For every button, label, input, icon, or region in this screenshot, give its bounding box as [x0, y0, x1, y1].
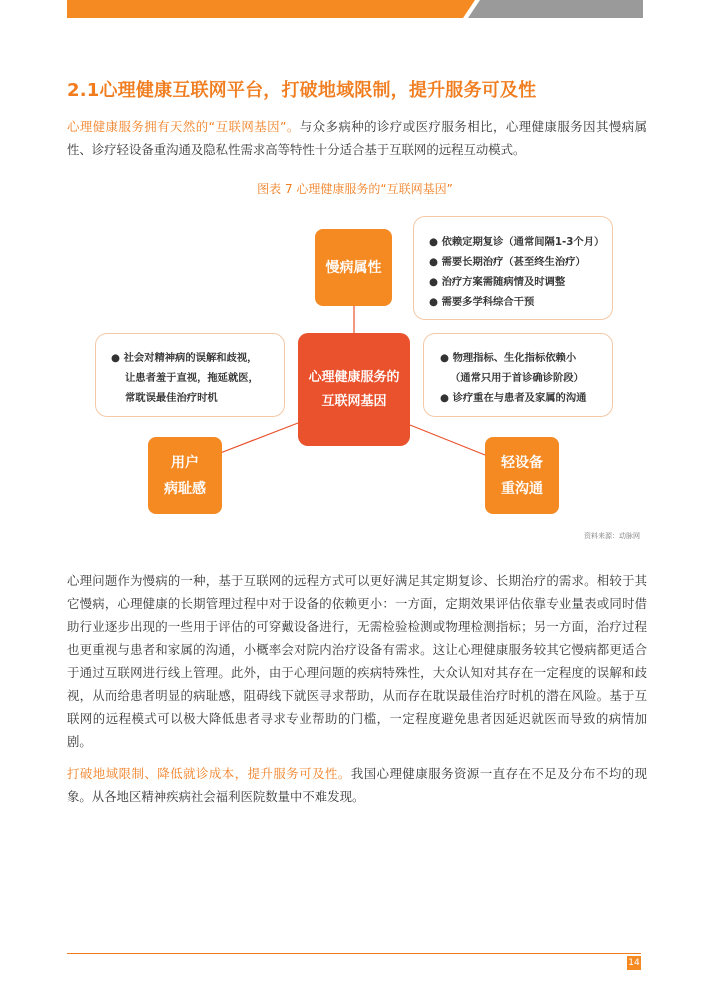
note-stigma-line: 让患者羞于直视，拖延就医，: [125, 372, 259, 384]
footer-divider: [67, 953, 641, 954]
node-stigma: [148, 437, 222, 514]
body-paragraph-2-highlight: 打破地域限制、降低就诊成本，提升服务可及性。: [67, 766, 351, 781]
figure-source: 资料来源：动脉网: [584, 532, 640, 540]
node-device-line2: 重沟通: [501, 480, 543, 497]
note-device: [423, 333, 613, 417]
intro-text: 与众多病种的诊疗或医疗服务相比，心理健康服务因其慢病属性、诊疗轻设备重沟通及隐私性需求高等特性十分适合基于互联网的远程互动模式。: [67, 119, 648, 157]
node-stigma-line1: 用户: [171, 454, 199, 471]
section-title: 2.1心理健康互联网平台，打破地域限制，提升服务可及性: [67, 80, 537, 101]
body-paragraph-2: [67, 762, 647, 808]
note-chronic-line: ● 依赖定期复诊（通常间隔1-3个月）: [429, 236, 605, 248]
note-stigma: [95, 333, 285, 417]
connector-left: [215, 423, 298, 455]
note-chronic: [413, 216, 613, 320]
node-chronic-label: 慢病属性: [325, 259, 382, 276]
connector-right: [410, 425, 485, 455]
figure-caption: 图表 7 心理健康服务的“互联网基因”: [257, 182, 453, 196]
node-device: [485, 437, 559, 514]
page-number: 14: [628, 958, 640, 968]
note-device-line: ● 诊疗重在与患者及家属的沟通: [440, 392, 587, 404]
note-stigma-line: ● 社会对精神病的误解和歧视，: [111, 352, 258, 364]
note-chronic-line: ● 需要多学科综合干预: [429, 296, 535, 308]
body-paragraph-1: 心理问题作为慢病的一种，基于互联网的远程方式可以更好满足其定期复诊、长期治疗的需求。相较于其它慢病，心理健康的长期管理过程中对于设备的依赖更小：一方面，定期效果评估依靠专业量表或同时借助行业逐步出现的一些用于评估的可穿戴设备进行，无需检验检测或物理检测指标；另一方面，治疗过程也更重视与患者和家属的沟通，小概率会对院内治疗设备有需求。这让心理健康服务较其它慢病都更适合于通过互联网进行线上管理。此外，由于心理问题的疾病特殊性，大众认知对其存在一定程度的误解和歧视，从而给患者明显的病耻感，阻碍线下就医寻求帮助，从而存在耽误最佳治疗时机的潜在风险。基于互联网的远程模式可以极大降低患者寻求专业帮助的门槛，一定程度避免患者因延迟就医而导致的病情加剧。: [67, 573, 647, 749]
node-center: [298, 333, 410, 446]
node-center-line1: 心理健康服务的: [308, 369, 400, 385]
intro-paragraph: [67, 115, 647, 161]
node-stigma-line2: 病耻感: [164, 480, 206, 497]
node-center-line2: 互联网基因: [321, 393, 387, 409]
note-chronic-line: ● 需要长期治疗（甚至终生治疗）: [429, 256, 586, 268]
header-gray-band: [468, 0, 643, 18]
note-device-line: （通常只用于首诊确诊阶段）: [450, 372, 584, 384]
note-device-line: ● 物理指标、生化指标依赖小: [440, 352, 577, 364]
header-decor-bar: [0, 0, 710, 18]
intro-highlight: 心理健康服务拥有天然的“互联网基因”。: [67, 119, 300, 134]
node-device-line1: 轻设备: [501, 454, 543, 471]
node-chronic: [315, 229, 392, 306]
note-stigma-line: 常耽误最佳治疗时机: [125, 392, 218, 404]
note-chronic-line: ● 治疗方案需随病情及时调整: [429, 276, 566, 288]
body-paragraph-2-text: 我国心理健康服务资源一直存在不足及分布不均的现象。从各地区精神疾病社会福利医院数量中不难发现。: [67, 766, 648, 804]
header-orange-band: [67, 0, 475, 18]
